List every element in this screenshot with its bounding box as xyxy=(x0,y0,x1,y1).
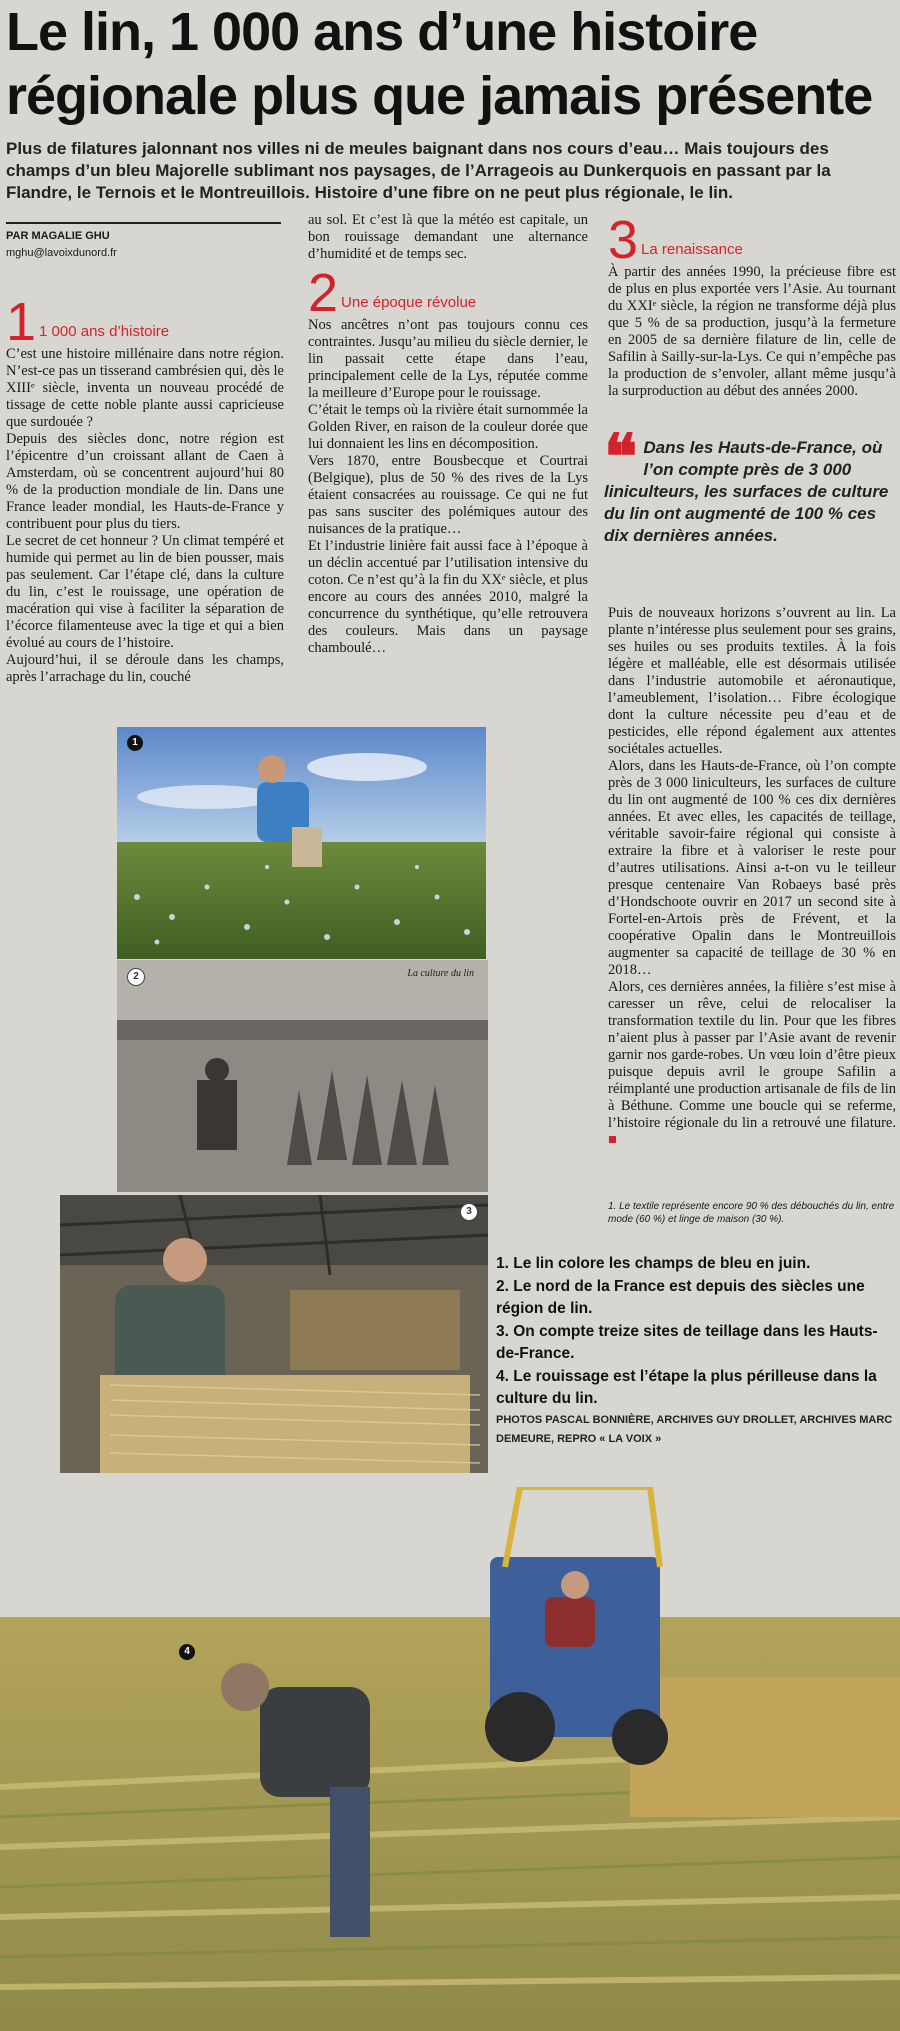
photo-retting-field xyxy=(0,1487,900,2031)
photo-credit: PHOTOS PASCAL BONNIÈRE, ARCHIVES GUY DROLLET, ARCHIVES MARC DEMEURE, REPRO « LA VOIX » xyxy=(496,1414,893,1445)
byline-rule xyxy=(6,222,281,224)
section-3-final-text: Alors, ces dernières années, la filière s’est mise à caresser un rêve, celui de relocaliser la transformation textile du lin. Pour que les fibres n’aient plus à passer par l’Asie avant de revenir garnir nos garde-robes. Un vœu loin d’être pieux puisque depuis avril le groupe Safilin a réimplanté une production artisanale de fils de lin à Béthune. Comme une boucle qui se referme, l’histoire régionale du lin a retrouvé une filature. xyxy=(608,979,896,1131)
photo-captions xyxy=(496,1253,896,1449)
photo-2-inscription: La culture du lin xyxy=(407,968,474,979)
photo-scutching-image xyxy=(60,1195,488,1473)
caption-3: 3. On compte treize sites de teillage dans les Hauts-de-France. xyxy=(496,1323,878,1362)
section-1-number: 1 xyxy=(6,292,37,352)
photo-2-badge: 2 xyxy=(127,968,145,986)
headline: Le lin, 1 000 ans d’une histoire régionale plus que jamais présente xyxy=(6,2,873,126)
section-2-paragraph: C’était le temps où la rivière était surnommée la Golden River, en raison de la couleur dorée que lui donnaient les lins en décomposition. xyxy=(308,402,588,452)
photo-1-badge: 1 xyxy=(127,735,143,751)
column-2 xyxy=(308,212,588,657)
section-3-header xyxy=(608,210,896,270)
section-2-title: Une époque révolue xyxy=(341,294,477,311)
section-1-paragraph: Depuis des siècles donc, notre région est l’épicentre d’un croissant allant de Caen à Amsterdam, où se concentrent aujourd’hui 80 % de la production mondiale de lin. Dans une France leader mondial, les Hauts-de-France y contribuent pour plus du tiers. xyxy=(6,431,284,532)
section-2-header xyxy=(308,263,588,323)
section-2-paragraph: Vers 1870, entre Bousbecque et Courtrai (Belgique), plus de 50 % des rives de la Lys étaient consacrées au rouissage. Ce qui ne fut pas sans susciter des polémiques autour des nuisances de la pratique… xyxy=(308,453,588,537)
section-1-header xyxy=(6,292,284,352)
end-mark: ■ xyxy=(608,1132,617,1148)
section-3-title: La renaissance xyxy=(641,241,743,258)
photo-archive xyxy=(117,960,488,1192)
section-2-paragraph: Nos ancêtres n’ont pas toujours connu ces contraintes. Jusqu’au milieu du siècle dernier, le lin passait cette étape dans l’eau, principalement celle de la Lys, réputée comme la meilleure d’Europe pour le rouissage. xyxy=(308,317,588,401)
photo-flax-field-image xyxy=(117,727,486,959)
caption-4: 4. Le rouissage est l’étape la plus périlleuse dans la culture du lin. xyxy=(496,1368,877,1407)
pull-quote xyxy=(604,420,896,547)
section-1-paragraph: Le secret de cet honneur ? Un climat tempéré et humide qui permet au lin de bien pousser, mais pas seulement. Car l’étape clé, dans la culture du lin, c’est le rouissage, une opération de macération qui vise à faciliter la séparation de l’écorce filamenteuse avec la tige et qui a bien évolué au cours de l’histoire. xyxy=(6,533,284,651)
caption-1: 1. Le lin colore les champs de bleu en juin. xyxy=(496,1255,811,1272)
section-1-title: 1 000 ans d’histoire xyxy=(39,323,170,340)
lede: Plus de filatures jalonnant nos villes ni de meules baignant dans nos cours d’eau… Mais toujours des champs d’un bleu Majorelle sublimant nos paysages, de l’Arrageois au Dunkerquois en passant par la Flandre, le Ternois et le Montreuillois. Histoire d’une fibre on ne peut plus régionale, le lin. xyxy=(6,139,831,202)
section-3-paragraph: Alors, dans les Hauts-de-France, où l’on compte près de 3 000 liniculteurs, les surfaces de culture du lin ont augmenté de 100 % ces dix dernières années. Et avec elles, les capacités de teillage, véritable savoir-faire régional qui consiste à extraire la fibre et à valoriser le reste pour d’autres utilisations. Ainsi a-t-on vu le teilleur presque centenaire Van Robaeys basé près d’Hondschoote ouvrir en 2017 un second site à Fortel-en-Artois près de Frévent, et la coopérative Opalin dans le Montreuillois augmenter sa capacité de teillage de 30 % en 2018… xyxy=(608,758,896,978)
footnote: 1. Le textile représente encore 90 % des débouchés du lin, entre mode (60 %) et linge de maison (30 %). xyxy=(608,1201,895,1225)
pull-quote-text: Dans les Hauts-de-France, où l’on compte près de 3 000 liniculteurs, les surfaces de culture du lin ont augmenté de 100 % ces dix dernières années. xyxy=(604,438,889,545)
section-3-paragraph: À partir des années 1990, la précieuse fibre est de plus en plus exportée vers l’Asie. Au tournant du XXIᵉ siècle, la région ne transforme déjà plus que 5 % de sa production, jusqu’à la fermeture en 2005 de sa dernière filature de lin, celle de Safilin à Sailly-sur-la-Lys. Ce qui n’empêche pas la production de s’envoler, allant même jusqu’à la surproduction au début des années 2000. xyxy=(608,264,896,399)
photo-scutching xyxy=(60,1195,488,1473)
caption-2: 2. Le nord de la France est depuis des siècles une région de lin. xyxy=(496,1278,865,1317)
column-3-continued xyxy=(608,605,896,1149)
photo-flax-field xyxy=(117,727,486,959)
section-3-paragraph: Puis de nouveaux horizons s’ouvrent au lin. La plante n’intéresse plus seulement pour ses grains, ses huiles ou ses produits textiles. À la fois légère et malléable, elle est désormais utilisée dans l’industrie automobile et aéronautique, l’ameublement, l’isolation… Fibre écologique dont la culture nécessite peu d’eau et de pesticides, elle répond également aux attentes sociétales actuelles. xyxy=(608,605,896,757)
section-3-number: 3 xyxy=(608,210,639,270)
photo-3-badge: 3 xyxy=(460,1203,478,1221)
photo-4-badge: 4 xyxy=(179,1644,195,1660)
section-2-paragraph: Et l’industrie linière fait aussi face à l’époque à un déclin accentué par l’utilisation intensive du coton. Ce n’est qu’à la fin du XXᵉ siècle, et plus encore au cours des années 2010, malgré la concurrence du synthétique, qu’elle retrouvera des couleurs. Mais dans un paysage chamboulé… xyxy=(308,538,588,656)
photo-archive-image xyxy=(117,960,488,1192)
column-1 xyxy=(6,292,284,686)
byline-author: PAR MAGALIE GHU xyxy=(6,230,110,242)
section-1-continued: au sol. Et c’est là que la météo est capitale, un bon rouissage demandant une alternance d’humidité et de temps sec. xyxy=(308,212,588,262)
section-1-paragraph: C’est une histoire millénaire dans notre région. N’est-ce pas un tisserand cambrésien qui, dès le XIIIᵉ siècle, inventa un nouveau procédé de tissage de cette noble plante aussi capricieuse que surdouée ? xyxy=(6,346,284,430)
section-1-paragraph: Aujourd’hui, il se déroule dans les champs, après l’arrachage du lin, couché xyxy=(6,652,284,685)
column-3 xyxy=(608,210,896,400)
section-3-paragraph xyxy=(608,979,896,1149)
byline-email[interactable]: mghu@lavoixdunord.fr xyxy=(6,247,117,259)
quote-mark-icon: ❝ xyxy=(604,420,638,493)
photo-retting-field-image xyxy=(0,1487,900,2031)
section-2-number: 2 xyxy=(308,263,339,323)
